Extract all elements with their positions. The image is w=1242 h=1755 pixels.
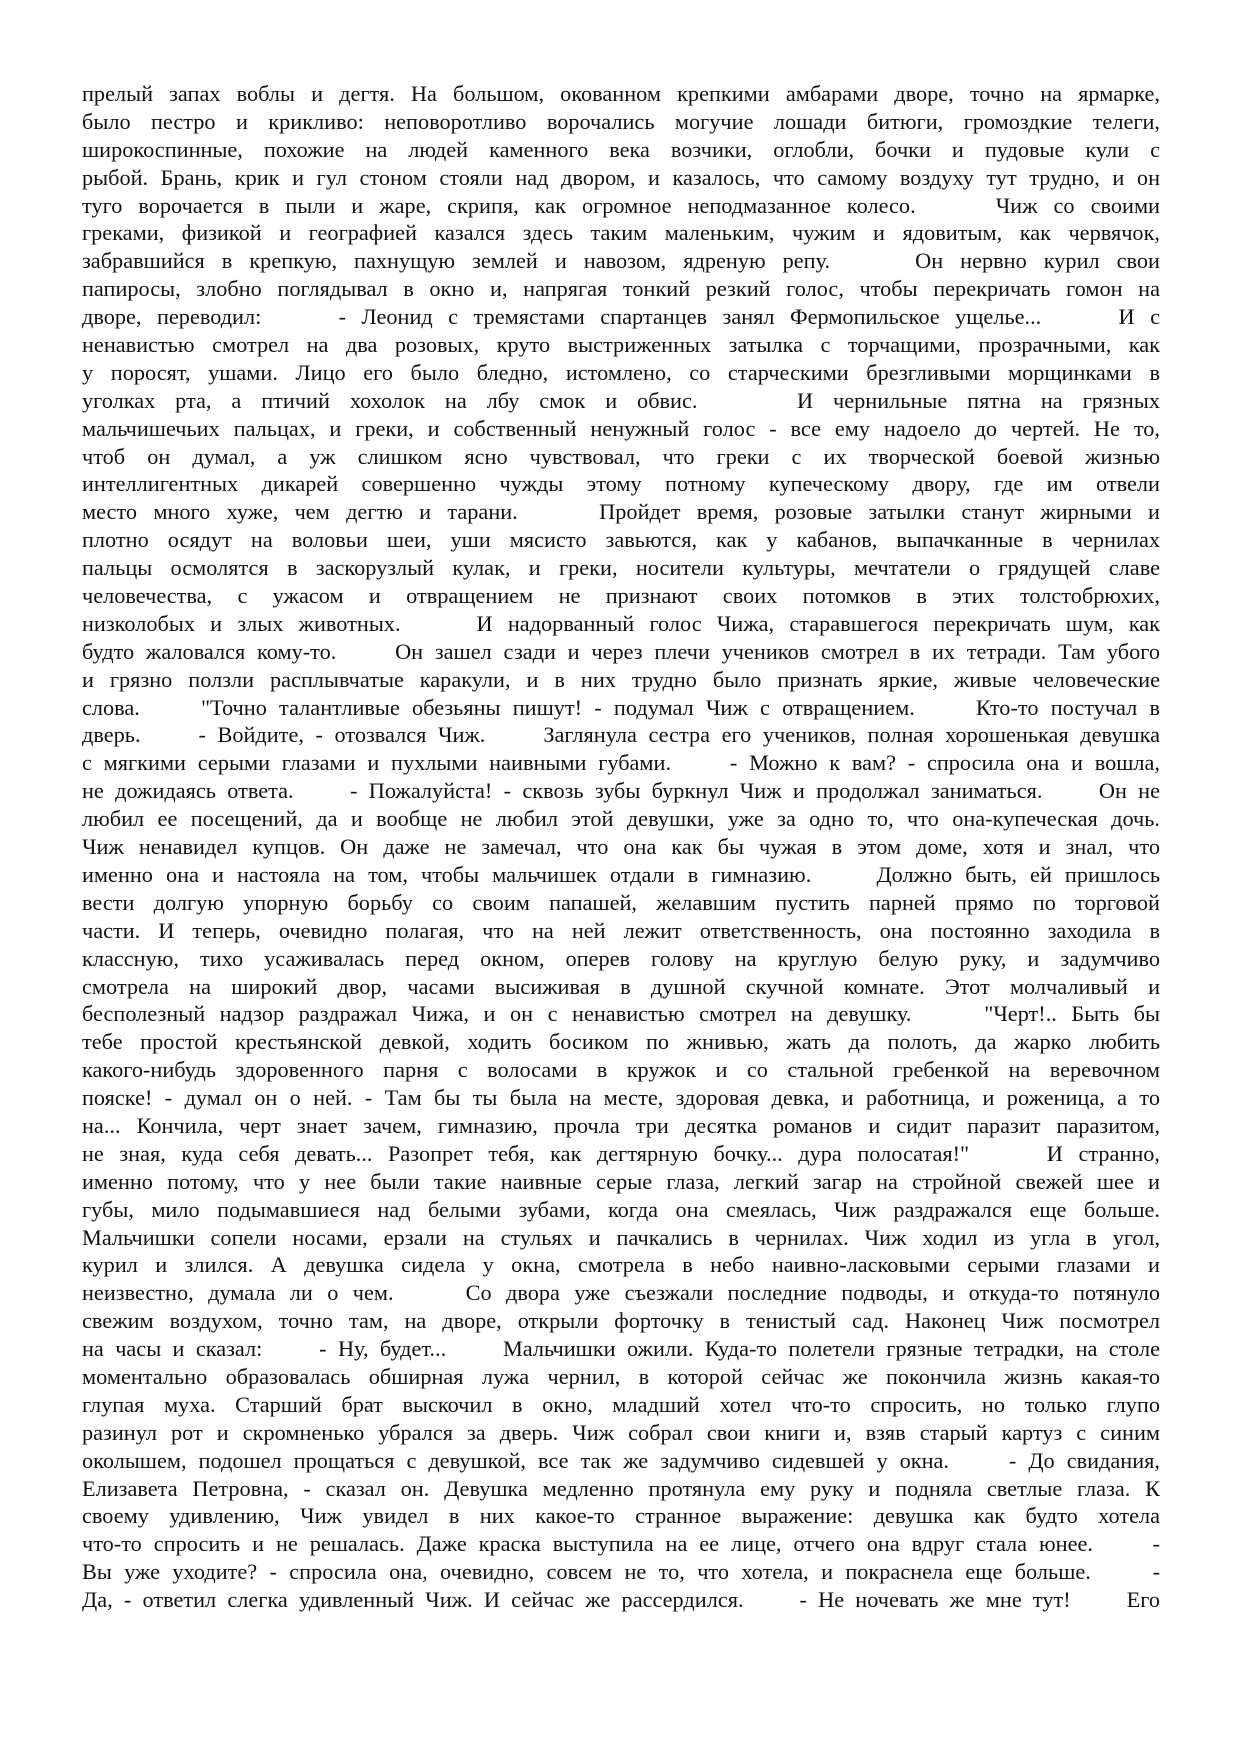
text-line: слова. "Точно талантливые обезьяны пишут! - подумал Чиж с отвращением. Кто-то постучал в [82, 694, 1160, 720]
text-line: Вы уже уходите? - спросила она, очевидно, совсем не то, что хотела, и покраснела еще больше. - [82, 1559, 1160, 1585]
text-line: Елизавета Петровна, - сказал он. Девушка медленно протянула ему руку и подняла светлые глаза. К [82, 1475, 1160, 1501]
text-line: дворе, переводил: - Леонид с тремястами спартанцев занял Фермопильское ущелье... И с [82, 304, 1160, 330]
text-line: именно потому, что у нее были такие наивные серые глаза, легкий загар на стройной свежей шее и [82, 1168, 1160, 1194]
text-line: на... Кончила, черт знает зачем, гимназию, прочла три десятка романов и сидит паразит паразитом, [82, 1112, 1160, 1138]
document-page [82, 80, 1160, 1642]
text-line: что-то спросить и не решалась. Даже краска выступила на ее лице, отчего она вдруг стала юнее. - [82, 1531, 1160, 1557]
text-line: прелый запах воблы и дегтя. На большом, окованном крепкими амбарами дворе, точно на ярмарке, [82, 81, 1160, 106]
text-line: вести долгую упорную борьбу со своим папашей, желавшим пустить парней прямо по торговой [82, 889, 1160, 915]
text-line: пальцы осмолятся в заскорузлый кулак, и греки, носители культуры, мечтатели о грядущей славе [82, 555, 1160, 581]
text-line: околышем, подошел прощаться с девушкой, все так же задумчиво сидевшей у окна. - До свидания, [82, 1447, 1160, 1473]
text-line: какого-нибудь здоровенного парня с волосами в кружок и со стальной гребенкой на веревочном [82, 1057, 1160, 1083]
text-line: у поросят, ушами. Лицо его было бледно, истомлено, со старческими брезгливыми морщинками в [82, 359, 1160, 385]
text-line: Чиж ненавидел купцов. Он даже не замечал, что она как бы чужая в этом доме, хотя и знал, что [82, 834, 1160, 860]
text-line: рыбой. Брань, крик и гул стоном стояли над двором, и казалось, что самому воздуху тут трудно, и он [82, 164, 1160, 190]
text-line: уголках рта, а птичий хохолок на лбу смок и обвис. И чернильные пятна на грязных [82, 387, 1160, 413]
text-line: любил ее посещений, да и вообще не любил этой девушки, уже за одно то, что она-купеческая дочь. [82, 806, 1160, 832]
text-line: интеллигентных дикарей совершенно чужды этому потному купеческому двору, где им отвели [82, 471, 1160, 497]
text-line: будто жаловался кому-то. Он зашел сзади и через плечи учеников смотрел в их тетради. Там убого [82, 638, 1160, 664]
text-line: смотрела на широкий двор, часами высиживая в душной скучной комнате. Этот молчаливый и [82, 973, 1160, 999]
text-line: ненавистью смотрел на два розовых, круто выстриженных затылка с торчащими, прозрачными, как [82, 332, 1160, 358]
text-line: плотно осядут на воловьи шеи, уши мясисто завьются, как у кабанов, выпачканные в чернилах [82, 527, 1160, 553]
text-line: на часы и сказал: - Ну, будет... Мальчишки ожили. Куда-то полетели грязные тетрадки, на столе [82, 1336, 1160, 1362]
text-line: папиросы, злобно поглядывал в окно и, напрягая тонкий резкий голос, чтобы перекричать гомон на [82, 276, 1160, 302]
text-line: не зная, куда себя девать... Разопрет тебя, как дегтярную бочку... дура полосатая!" И странно, [82, 1140, 1160, 1166]
text-line: части. И теперь, очевидно полагая, что на ней лежит ответственность, она постоянно заходила в [82, 917, 1160, 943]
text-line: не дожидаясь ответа. - Пожалуйста! - сквозь зубы буркнул Чиж и продолжал заниматься. Он не [82, 778, 1160, 804]
text-line: губы, мило подымавшиеся над белыми зубами, когда она смеялась, Чиж раздражался еще больше. [82, 1196, 1160, 1222]
text-line: Мальчишки сопели носами, ерзали на стульях и пачкались в чернилах. Чиж ходил из угла в угол, [82, 1224, 1160, 1250]
text-line: с мягкими серыми глазами и пухлыми наивными губами. - Можно к вам? - спросила она и вошла, [82, 750, 1160, 776]
text-line: пояске! - думал он о ней. - Там бы ты была на месте, здоровая девка, и работница, и роженица, а то [82, 1085, 1160, 1111]
text-line: мальчишечьих пальцах, и греки, и собственный ненужный голос - все ему надоело до чертей. Не то, [82, 415, 1160, 441]
text-line: чтоб он думал, а уж слишком ясно чувствовал, что греки с их творческой боевой жизнью [82, 443, 1160, 469]
text-line: тебе простой крестьянской девкой, ходить босиком по жнивью, жать да полоть, да жарко любить [82, 1029, 1160, 1055]
text-line: было пестро и крикливо: неповоротливо ворочались могучие лошади битюги, громоздкие телеги, [82, 108, 1160, 134]
text-line: Да, - ответил слегка удивленный Чиж. И сейчас же рассердился. - Не ночевать же мне тут! Его [82, 1587, 1160, 1613]
text-line: низколобых и злых животных. И надорванный голос Чижа, старавшегося перекричать шум, как [82, 610, 1160, 636]
text-line [82, 1614, 1160, 1642]
text-line: и грязно ползли расплывчатые каракули, и в них трудно было признать яркие, живые человеческие [82, 666, 1160, 692]
text-line: место много хуже, чем дегтю и тарани. Пройдет время, розовые затылки станут жирными и [82, 499, 1160, 525]
text-line: бесполезный надзор раздражал Чижа, и он с ненавистью смотрел на девушку. "Черт!.. Быть бы [82, 1001, 1160, 1027]
text-line: человечества, с ужасом и отвращением не признают своих потомков в этих толстобрюхих, [82, 583, 1160, 609]
text-line: классную, тихо усаживалась перед окном, оперев голову на круглую белую руку, и задумчиво [82, 945, 1160, 971]
text-line: свежим воздухом, точно там, на дворе, открыли форточку в тенистый сад. Наконец Чиж посмотрел [82, 1308, 1160, 1334]
text-line: забравшийся в крепкую, пахнущую землей и навозом, ядреную репу. Он нервно курил свои [82, 248, 1160, 274]
text-line: неизвестно, думала ли о чем. Со двора уже съезжали последние подводы, и откуда-то потянуло [82, 1280, 1160, 1306]
text-line: курил и злился. А девушка сидела у окна, смотрела в небо наивно-ласковыми серыми глазами и [82, 1252, 1160, 1278]
text-line: туго ворочается в пыли и жаре, скрипя, как огромное неподмазанное колесо. Чиж со своими [82, 192, 1160, 218]
text-line: моментально образовалась обширная лужа чернил, в которой сейчас же покончила жизнь какая-то [82, 1363, 1160, 1389]
text-line: дверь. - Войдите, - отозвался Чиж. Заглянула сестра его учеников, полная хорошенькая девушка [82, 722, 1160, 748]
text-line: глупая муха. Старший брат выскочил в окно, младший хотел что-то спросить, но только глупо [82, 1391, 1160, 1417]
text-line: греками, физикой и географией казался здесь таким маленьким, чужим и ядовитым, как червячок, [82, 220, 1160, 246]
text-line: широкоспинные, похожие на людей каменного века возчики, оглобли, бочки и пудовые кули с [82, 136, 1160, 162]
text-line: именно она и настояла на том, чтобы мальчишек отдали в гимназию. Должно быть, ей пришлось [82, 861, 1160, 887]
text-line: разинул рот и скромненько убрался за дверь. Чиж собрал свои книги и, взяв старый картуз с синим [82, 1419, 1160, 1445]
text-line: своему удивлению, Чиж увидел в них какое-то странное выражение: девушка как будто хотела [82, 1503, 1160, 1529]
